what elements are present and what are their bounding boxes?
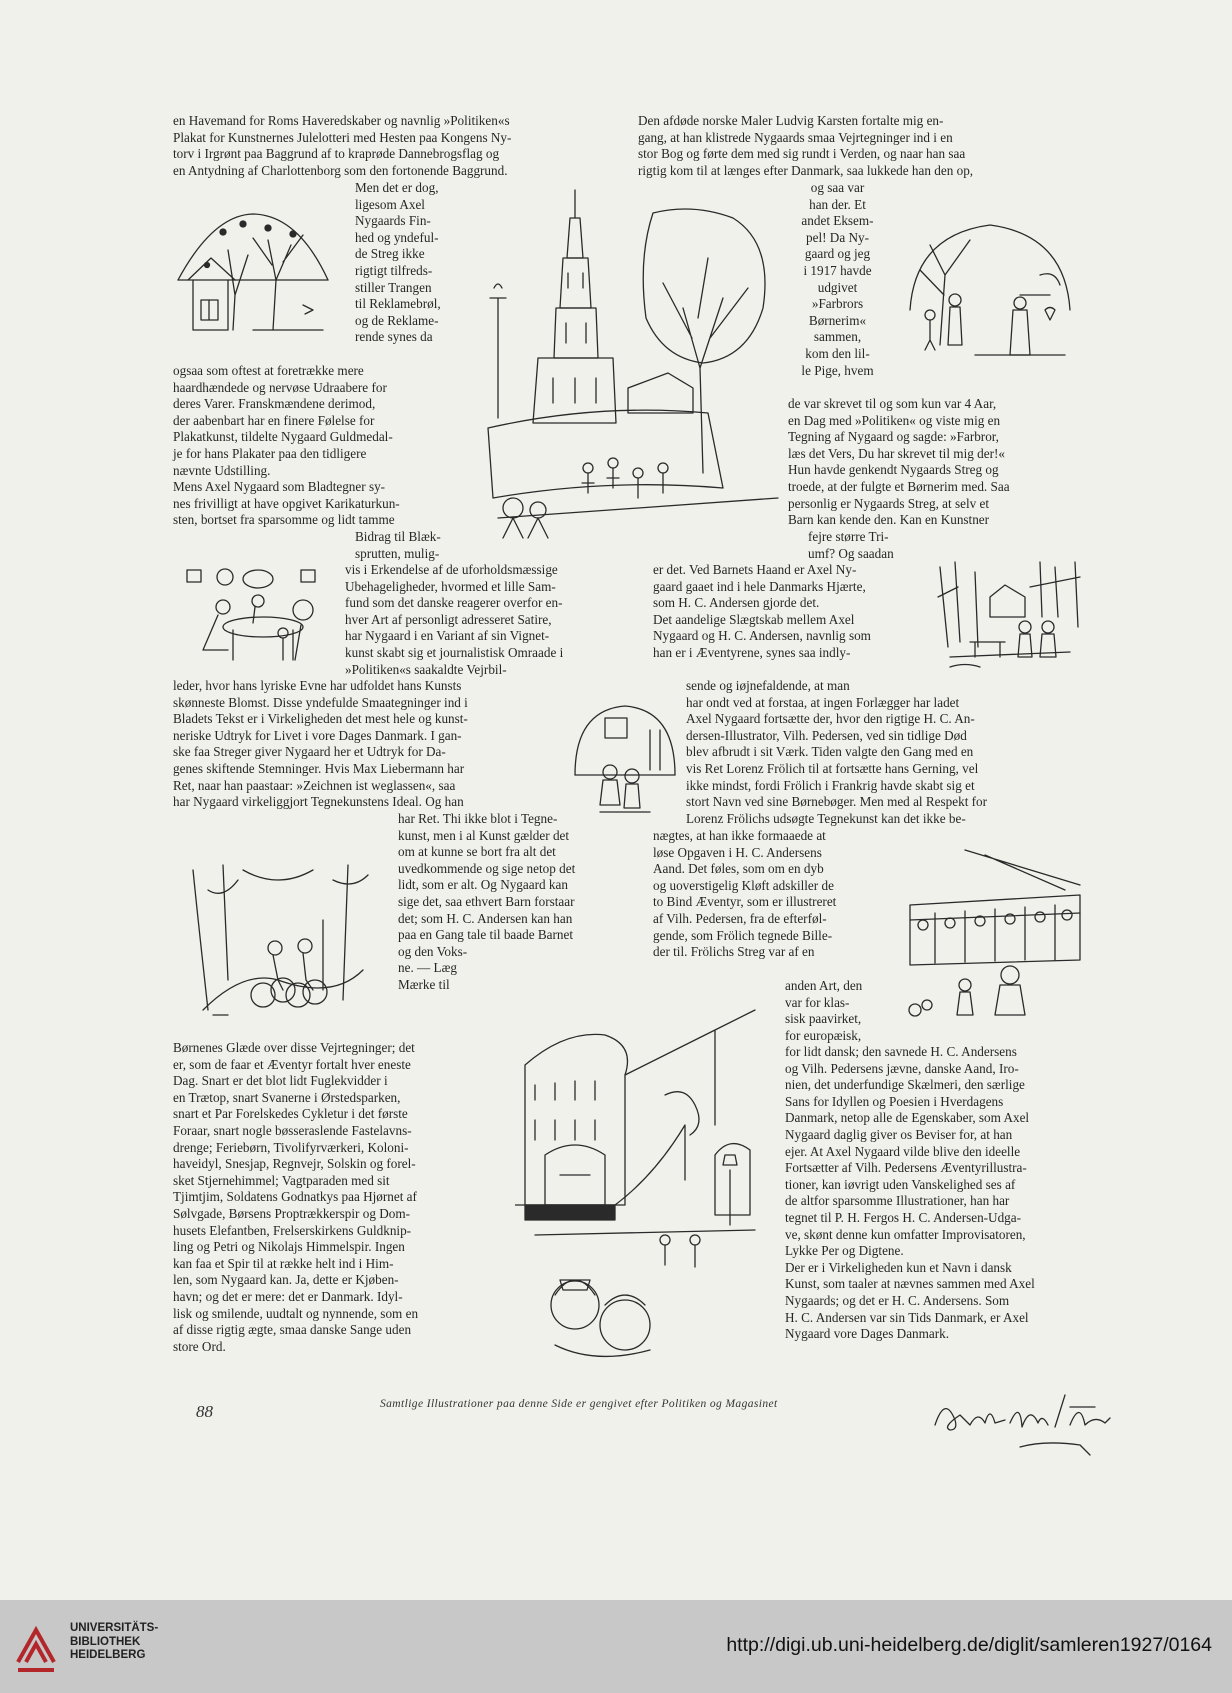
- text-block-left-8: Børnenes Glæde over disse Vejrtegninger; det er, som de faar et Æventyr fortalt hver eneste Dag. Snart er det blot lidt Fuglekvidder i en Trætop, snart Svanerne i Ørstedsparken, snart et Par Forelskedes Cykletur i det første Foraar, snart nogle bøsseraslende Fastelavns- drenge; Feriebørn, Tivolifyrværkeri, Koloni- haveidyl, Snesjap, Regnvejr, Solskin og forel- sket Stjernehimmel; Vagtparaden med sit Tjimtjim, Soldatens Godnatkys paa Hjørnet af Sølvgade, Børsens Proptrækkerspir og Dom- husets Elefantben, Frelserskirkens Guldknip- ling og Petri og Nikolajs Himmelspir. Ingen kan faa et Spir til at række helt ind i Him- len, som Nygaard kan. Ja, dette er Kjøben- havn; og det er mere: det er Danmark. Idyl- lisk og smilende, uudtalt og nynnende, som en af disse rigtig ægte, smaa danske Sange uden store Ord.: [173, 1040, 419, 1354]
- text-block-right-4: fejre større Tri- umf? Og saadan: [808, 529, 894, 561]
- illustration-credit: Samtlige Illustrationer paa denne Side er gengivet efter Politiken og Magasinet: [380, 1398, 778, 1410]
- illustration-church-spire: [478, 188, 783, 543]
- text-block-right-2: og saa var han der. Et andet Eksem- pel! Da Ny- gaard og jeg i 1917 havde udgivet »Farbrors Børnerim« sammen, kom den lil- le Pige, hvem: [801, 180, 874, 378]
- illustration-park-figures: [900, 215, 1078, 365]
- text-block-right-7: nægtes, at han ikke formaaede at løse Opgaven i H. C. Andersens Aand. Det føles, som om en dyb og uoverstigelig Kløft adskiller de to Bind Æventyr, som er illustreret af Vilh. Pedersen, fra de efterføl- gende, som Frölich tegnede Bille- der til. Frölichs Streg var af en: [653, 828, 837, 960]
- library-name-line3: HEIDELBERG: [70, 1649, 146, 1661]
- library-name: [70, 1622, 158, 1663]
- library-name-line1: UNIVERSITÄTS-: [70, 1622, 159, 1634]
- document-url-link[interactable]: http://digi.ub.uni-heidelberg.de/diglit/samleren1927/0164: [726, 1634, 1212, 1656]
- text-block-left-5: vis i Erkendelse af de uforholdsmæssige Ubehageligheder, hvormed et lille Sam- fund som det danske reagerer overfor en- hver Art af personligt adresseret Satire, har Nygaard i en Variant af sin Vignet- kunst skabt sig et journalistisk Omraade i »Politiken«s saakaldte Vejrbil-: [345, 562, 564, 677]
- illustration-garden-birds: [173, 210, 333, 335]
- text-block-left-6: leder, hvor hans lyriske Evne har udfoldet hans Kunsts skønneste Blomst. Disse yndefulde Smaategninger ind i Bladets Tekst er i Virkeligheden det mest hele og kunst- neriske Udtryk for Livet i vore Dages Danmark. I gan- ske faa Streger giver Nygaard her et Udtryk for Da- genes skiftende Stemninger. Hvis Max Liebermann har Ret, naar han paastaar: »Zeichnen ist weglassen«, saa har Nygaard virkeliggjort Tegnekunstens Ideal. Og han: [173, 678, 468, 810]
- text-block-left-intro: en Havemand for Roms Haveredskaber og navnlig »Politiken«s Plakat for Kunstnernes Julelotteri med Hesten paa Kongens Ny- torv i Irgrønt paa Baggrund af to kraprøde Dannebrogsflag og en Antydning af Charlottenborg som den fortonende Baggrund.: [173, 113, 512, 178]
- illustration-children-doorway: [570, 700, 680, 815]
- library-name-line2: BIBLIOTHEK: [70, 1635, 141, 1648]
- illustration-couple-cycling: [183, 860, 373, 1020]
- signature: [930, 1385, 1115, 1460]
- text-block-right-3: de var skrevet til og som kun var 4 Aar, en Dag med »Politiken« og viste mig en Tegning af Nygaard og sagde: »Farbror, læs det Vers, Du har skrevet til mig der!« Hun havde genkendt Nygaards Streg og troede, at der fulgte et Børnerim med. Saa personlig er Nygaards Streg, at selv et Barn kan kende den. Kan en Kunstner: [788, 396, 1010, 528]
- library-footer: [0, 1600, 1232, 1693]
- text-block-left-2: Men det er dog, ligesom Axel Nygaards Fin- hed og yndeful- de Streg ikke rigtigt tilfreds- stiller Trangen til Reklamebrøl, og de Reklame- rende synes da: [355, 180, 441, 345]
- text-block-right-6: sende og iøjnefaldende, at man har ondt ved at forstaa, at ingen Forlægger har ladet Axel Nygaard fortsætte der, hvor den rigtige H. C. An- dersen-Illustrator, Vilh. Pedersen, ved sin tidlige Død blev afbrudt i sit Værk. Tiden valgte den Gang med en vis Ret Lorenz Frölich til at fortsætte hans Gerning, vel ikke mindst, fordi Frölich i Frankrig havde skabt sig et stort Navn ved sine Børnebøger. Men med al Respekt for Lorenz Frölichs udsøgte Tegnekunst kan det ikke be-: [686, 678, 988, 826]
- illustration-street-buildings: [515, 1005, 770, 1375]
- text-block-right-5: er det. Ved Barnets Haand er Axel Ny- gaard gaaet ind i hele Danmarks Hjærte, som H. C. Andersen gjorde det. Det aandelige Slægtskab mellem Axel Nygaard og H. C. Andersen, navnlig som han er i Æventyrene, synes saa indly-: [653, 562, 871, 660]
- text-block-left-4: Bidrag til Blæk- sprutten, mulig-: [355, 529, 441, 561]
- text-block-left-3: ogsaa som oftest at foretrække mere haardhændede og nervøse Udraabere for deres Varer. Franskmændene derimod, der aabenbart har en finere Følelse for Plakatkunst, tildelte Nygaard Guldmedal- je for hans Plakater paa den tidligere nævnte Udstilling. Mens Axel Nygaard som Bladtegner sy- nes frivilligt at have opgivet Karikaturkun- sten, bortset fra sparsomme og lidt tamme: [173, 363, 400, 528]
- text-block-right-1: Den afdøde norske Maler Ludvig Karsten fortalte mig en- gang, at han klistrede Nygaards smaa Vejrtegninger ind i en stor Bog og førte dem med sig rundt i Verden, og naar han saa rigtig kom til at længes efter Danmark, saa lukkede han den op,: [638, 113, 974, 178]
- text-block-right-9: for lidt dansk; den savnede H. C. Andersens og Vilh. Pedersens jævne, danske Aand, Iro- nien, det underfundige Skælmeri, den særlige Sans for Idyllen og Poesien i Hverdagens Danmark, netop alle de Egenskaber, som Axel Nygaard daglig giver os Beviser for, at han ejer. At Axel Nygaard vilde blive den ideelle Fortsætter af Vilh. Pedersens Æventyrillustra- tioner, kan iøvrigt uden Vanskelighed ses af de altfor sparsomme Illustrationer, han har tegnet til P. H. Fergos H. C. Andersen-Udga- ve, skønt denne kun omfatter Improvisatoren, Lykke Per og Digtene. Der er i Virkeligheden kun et Navn i dansk Kunst, som taaler at nævnes sammen med Axel Nygaards; og det er H. C. Andersens. Som H. C. Andersen var sin Tids Danmark, er Axel Nygaard vore Dages Danmark.: [785, 1044, 1035, 1342]
- illustration-winter-benches: [930, 557, 1085, 672]
- text-block-left-7: har Ret. Thi ikke blot i Tegne- kunst, men i al Kunst gælder det om at kunne se bort fra alt det uvedkommende og sige netop det lidt, som er alt. Og Nygaard kan sige det, saa ethvert Barn forstaar det; som H. C. Andersen kan han paa en Gang tale til baade Barnet og den Voks- ne. — Læg Mærke til: [398, 811, 576, 992]
- library-logo-icon: [14, 1622, 58, 1674]
- illustration-cafe-scene: [183, 565, 338, 665]
- page-number: 88: [196, 1402, 213, 1421]
- text-block-right-8: anden Art, den var for klas- sisk paavirket, for europæisk,: [785, 978, 863, 1043]
- illustration-tram-passengers: [905, 845, 1085, 1020]
